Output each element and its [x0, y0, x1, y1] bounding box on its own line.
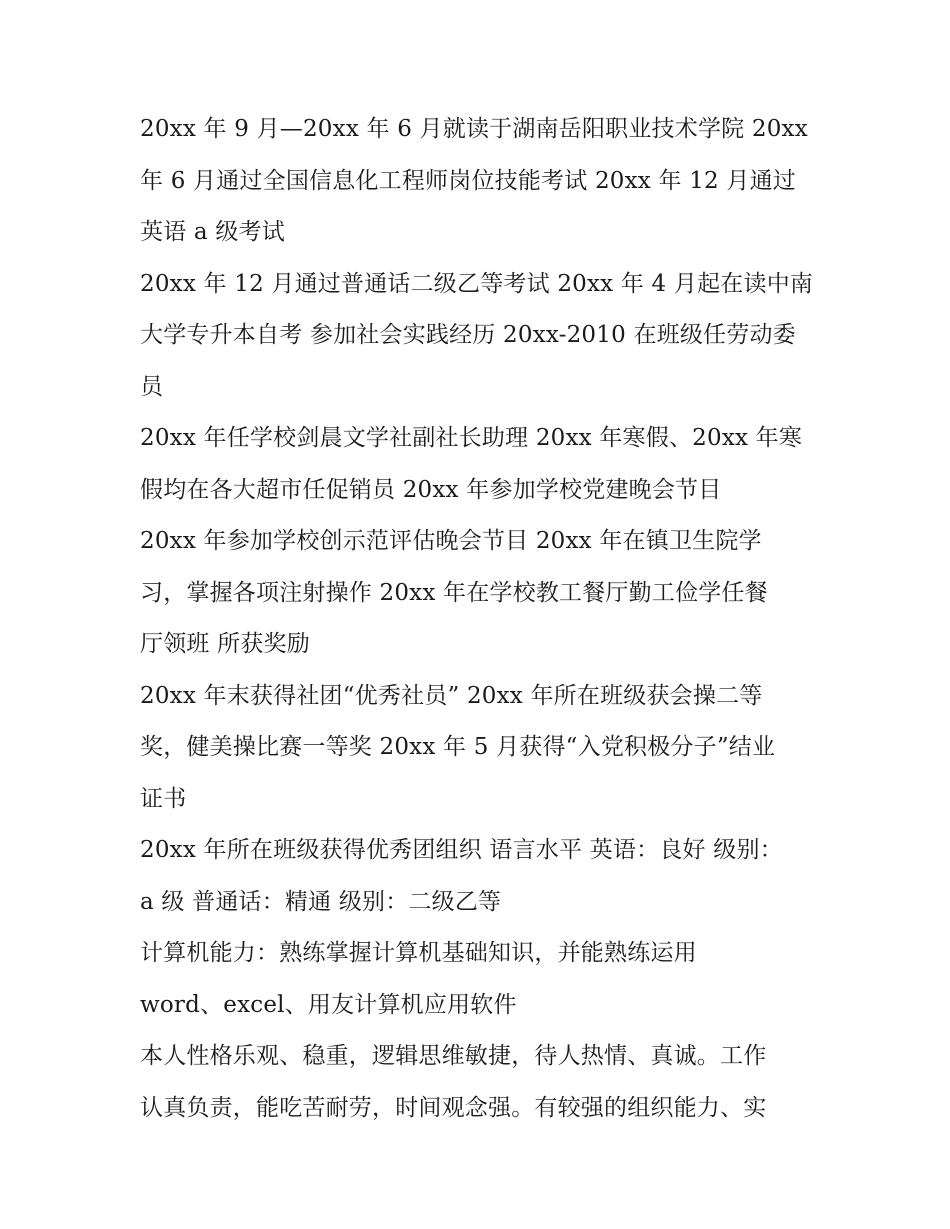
- text-line: 20xx 年所在班级获得优秀团组织 语言水平 英语：良好 级别：: [140, 837, 783, 863]
- text-line: 大学专升本自考 参加社会实践经历 20xx-2010 在班级任劳动委: [140, 322, 796, 348]
- text-line: 20xx 年 12 月通过普通话二级乙等考试 20xx 年 4 月起在读中南: [140, 270, 814, 297]
- text-line: 奖，健美操比赛一等奖 20xx 年 5 月获得“入党积极分子”结业: [140, 734, 776, 760]
- text-line: a 级 普通话：精通 级别：二级乙等: [140, 888, 502, 915]
- text-line: 厅领班 所获奖励: [140, 631, 310, 657]
- text-line: 计算机能力：熟练掌握计算机基础知识，并能熟练运用: [140, 940, 697, 966]
- text-line: 20xx 年末获得社团“优秀社员” 20xx 年所在班级获会操二等: [140, 682, 763, 709]
- document-body: [140, 104, 820, 1134]
- text-line: 证书: [140, 785, 187, 812]
- text-line: word、excel、用友计算机应用软件: [140, 991, 517, 1018]
- text-line: 英语 a 级考试: [140, 219, 285, 245]
- text-line: 本人性格乐观、稳重，逻辑思维敏捷，待人热情、真诚。工作: [140, 1043, 767, 1069]
- text-line: 20xx 年 9 月—20xx 年 6 月就读于湖南岳阳职业技术学院 20xx: [140, 116, 808, 142]
- text-line: 认真负责，能吃苦耐劳，时间观念强。有较强的组织能力、实: [140, 1094, 767, 1121]
- text-line: 假均在各大超市任促销员 20xx 年参加学校党建晚会节目: [140, 476, 722, 503]
- text-line: 习，掌握各项注射操作 20xx 年在学校教工餐厅勤工俭学任餐: [140, 579, 768, 606]
- text-line: 员: [140, 373, 164, 400]
- text-line: 20xx 年任学校剑晨文学社副社长助理 20xx 年寒假、20xx 年寒: [140, 425, 803, 451]
- text-line: 20xx 年参加学校创示范评估晚会节目 20xx 年在镇卫生院学: [140, 528, 762, 554]
- text-line: 年 6 月通过全国信息化工程师岗位技能考试 20xx 年 12 月通过: [140, 167, 796, 194]
